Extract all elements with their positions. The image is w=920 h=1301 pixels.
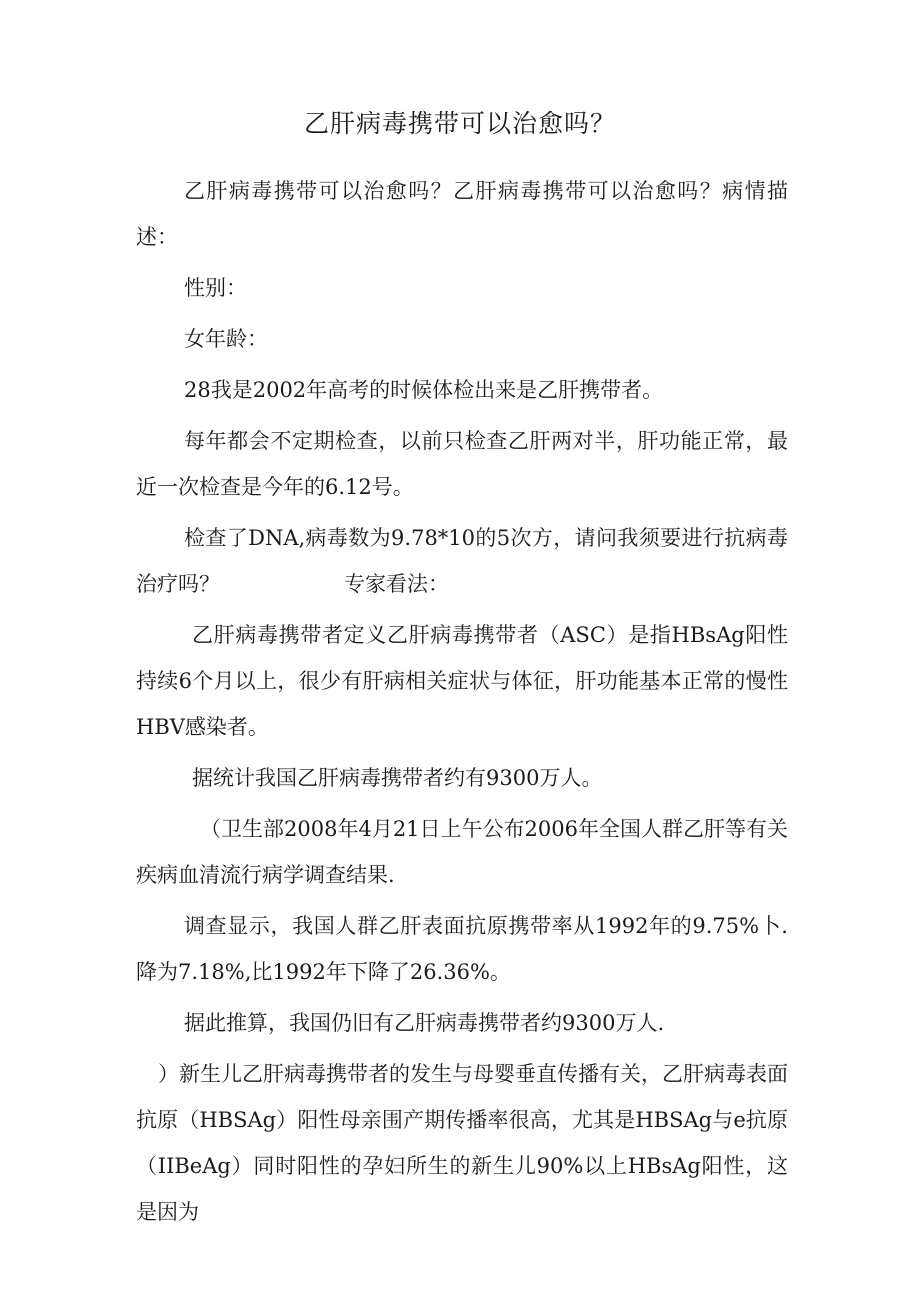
paragraph-question: [136, 515, 788, 607]
paragraph-disease-description: 乙肝病毒携带可以治愈吗？乙肝病毒携带可以治愈吗？病情描述：: [136, 179, 788, 249]
paragraph-asc-definition: 乙肝病毒携带者定义乙肝病毒携带者（ASC）是指HBsAg阳性持续6个月以上，很少有肝病相关症状与体征，肝功能基本正常的慢性HBV感染者。: [136, 623, 788, 739]
document-body: [136, 168, 788, 1240]
paragraph-gender: 性别：: [184, 276, 247, 300]
paragraph-statistics: 据统计我国乙肝病毒携带者约有9300万人。: [192, 766, 603, 790]
paragraph-history: 28我是2002年高考的时候体检出来是乙肝携带者。: [184, 378, 664, 402]
question-text: 检查了DNA,病毒数为9.78*10的5次方，请问我须要进行抗病毒治疗吗？: [136, 526, 788, 596]
paragraph-survey-results: 调查显示，我国人群乙肝表面抗原携带率从1992年的9.75%卜.降为7.18%,比1992年下降了26.36%。: [136, 914, 788, 984]
expert-opinion-label: 专家看法：: [344, 572, 449, 596]
paragraph-estimate: 据此推算，我国仍旧有乙肝病毒携带者约9300万人.: [184, 1011, 665, 1035]
paragraph-ministry-survey: （卫生部2008年4月21日上午公布2006年全国人群乙肝等有关疾病血清流行病学调查结果.: [136, 817, 788, 887]
document-title: 乙肝病毒携带可以治愈吗？: [303, 109, 616, 138]
paragraph-age: 女年龄：: [184, 327, 268, 351]
paragraph-newborn-transmission: ）新生儿乙肝病毒携带者的发生与母婴垂直传播有关，乙肝病毒表面抗原（HBSAg）阳性母亲围产期传播率很高，尤其是HBSAg与e抗原（IIBeAg）同时阳性的孕妇所生的新生儿90%以上HBsAg阳性，这是因为: [136, 1062, 788, 1224]
paragraph-checkups: 每年都会不定期检查，以前只检查乙肝两对半，肝功能正常，最近一次检查是今年的6.12号。: [136, 429, 788, 499]
